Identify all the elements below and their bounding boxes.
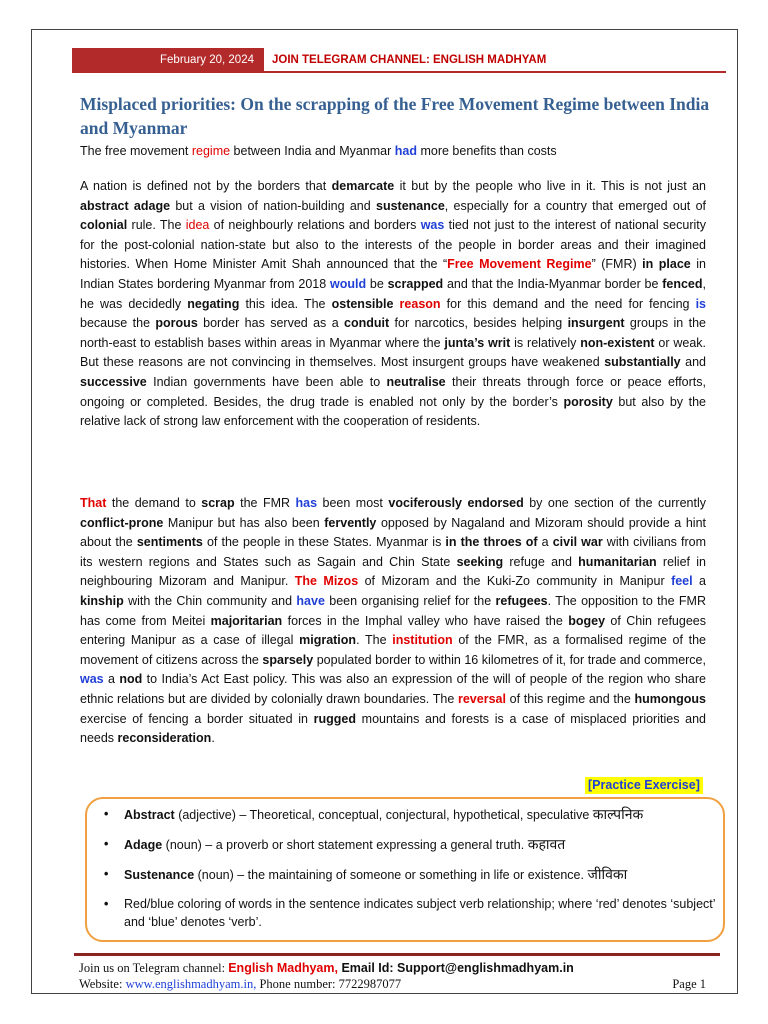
header-bar xyxy=(72,48,726,73)
phone-text: Phone number: 7722987077 xyxy=(256,977,402,991)
footer-rule xyxy=(74,953,720,956)
vocab-item: • Abstract (adjective) – Theoretical, conceptual, conjectural, hypothetical, speculative काल्पनिक xyxy=(104,806,644,822)
vocabulary-list xyxy=(104,805,716,942)
subject-word: regime xyxy=(191,144,231,158)
paragraph-1: A nation is defined not by the borders that demarcate it but by the people who live in it. This is not just an abstract adage but a vision of nation-building and sustenance, especially for a country that emerged out of colonial rule. The idea of neighbourly relations and borders was tied not just to the interest of national security for the post-colonial nation-state but also to the interests of the people in border areas and their imagined histories. When Home Minister Amit Shah announced that the “Free Movement Regime” (FMR) in place in Indian States bordering Myanmar from 2018 would be scrapped and that the India-Myanmar border be fenced, he was decidedly negating this idea. The ostensible reason for this demand and the need for fencing is because the porous border has served as a conduit for narcotics, besides helping insurgent groups in the north-east to establish bases within areas in Myanmar where the junta’s writ is relatively non-existent or weak. But these reasons are not convincing in themselves. Most insurgent groups have weakened substantially and successive Indian governments have been able to neutralise their threats through force or peace efforts, ongoing or completed. Besides, the drug trade is enabled not only by the border’s porosity but also by the relative lack of strong law enforcement with the cooperation of residents. xyxy=(80,179,707,429)
email-text: Email Id: Support@englishmadhyam.in xyxy=(337,961,574,975)
telegram-channel-link[interactable]: English Madhyam, xyxy=(228,961,338,975)
vocab-item: • Adage (noun) – a proverb or short statement expressing a general truth. कहावत xyxy=(104,836,566,852)
color-legend-note: • Red/blue coloring of words in the sentence indicates subject verb relationship; where ‘red’ denotes ‘subject’ and ‘blue’ denotes ‘verb’. xyxy=(104,897,716,929)
practice-exercise-link[interactable]: [Practice Exercise] xyxy=(585,777,703,794)
footer-line-2: Website: www.englishmadhyam.in, Phone number: 7722987077 Page 1 xyxy=(79,977,706,991)
paragraph-2: That the demand to scrap the FMR has been most vociferously endorsed by one section of the currently conflict-prone Manipur but has also been fervently opposed by Nagaland and Mizoram should provide a hint about the sentiments of the people in these States. Myanmar is in the throes of a civil war with civilians from its western regions and States such as Sagain and Chin State seeking refuge and humanitarian relief in neighbouring Mizoram and Manipur. The Mizos of Mizoram and the Kuki-Zo community in Manipur feel a kinship with the Chin community and have been organising relief for the refugees. The opposition to the FMR has come from Meitei majoritarian forces in the Imphal valley who have raised the bogey of Chin refugees entering Manipur as a case of illegal migration. The institution of the FMR, as a formalised regime of the movement of citizens across the sparsely populated border to within 16 kilometres of it, for trade and commerce, was a nod to India’s Act East policy. This was also an expression of the will of people of the region who share ethnic relations but are divided by colonially drawn boundaries. The reversal of this regime and the humongous exercise of fencing a border situated in rugged mountains and forests is a case of misplaced priorities and needs reconsideration. xyxy=(80,496,707,746)
article-subtitle: The free movement regime between India and Myanmar had more benefits than costs xyxy=(80,144,557,158)
page-number: Page 1 xyxy=(672,977,706,991)
footer-line-1: Join us on Telegram channel: English Madhyam, Email Id: Support@englishmadhyam.in xyxy=(79,961,574,975)
header-date: February 20, 2024 xyxy=(72,48,264,73)
website-link[interactable]: www.englishmadhyam.in, xyxy=(125,977,257,991)
telegram-banner[interactable]: JOIN TELEGRAM CHANNEL: ENGLISH MADHYAM xyxy=(272,54,547,66)
article-title: Misplaced priorities: On the scrapping of the Free Movement Regime between India and Myanmar xyxy=(80,94,710,138)
verb-word: had xyxy=(394,144,417,158)
vocab-item: • Sustenance (noun) – the maintaining of someone or something in life or existence. जीविका xyxy=(104,866,628,882)
